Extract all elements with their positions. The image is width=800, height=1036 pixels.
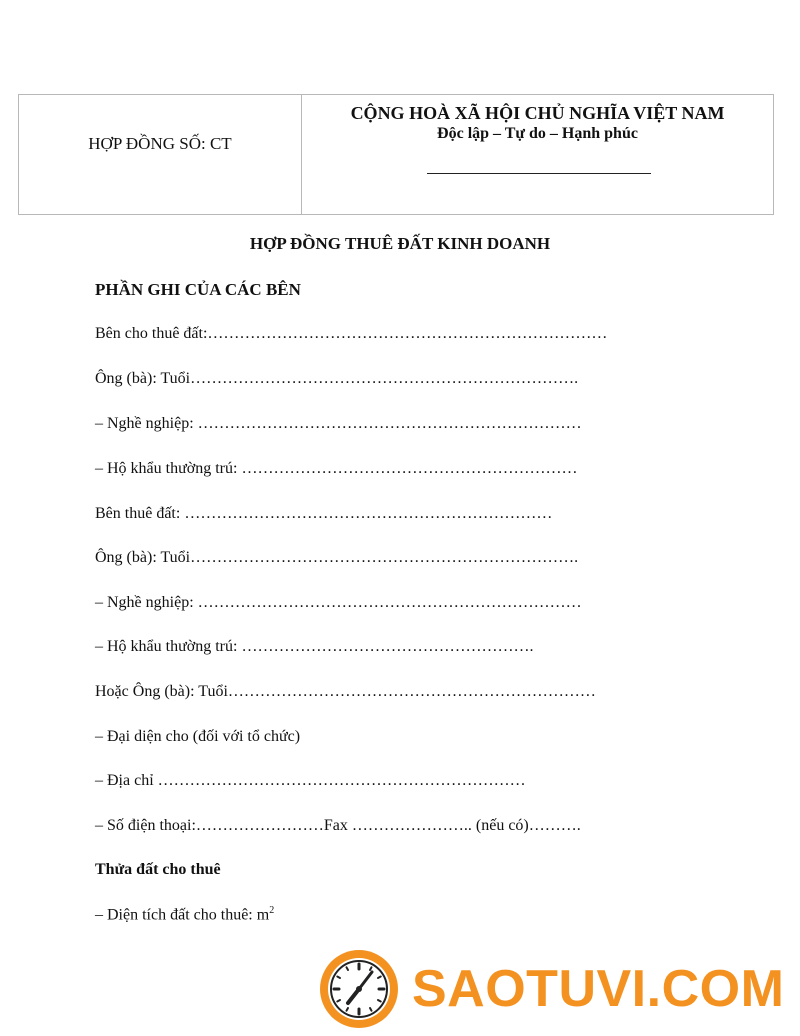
national-motto: Độc lập – Tự do – Hạnh phúc [437, 125, 638, 142]
form-line-organization: – Đại diện cho (đối với tổ chức) [95, 728, 301, 745]
clock-icon [318, 948, 400, 1030]
form-line-land-area [95, 905, 274, 924]
document-title: HỢP ĐỒNG THUÊ ĐẤT KINH DOANH [249, 234, 551, 253]
form-line-alt-name-age: Hoặc Ông (bà): Tuổi…………………………………………………………… [95, 683, 596, 700]
contract-number-cell [19, 95, 302, 214]
motto-underline [427, 173, 651, 174]
form-line-lessor-residence: – Hộ khẩu thường trú: ……………………………………………………… [95, 460, 578, 477]
land-area-label: – Diện tích đất cho thuê: m [95, 906, 270, 924]
form-line-lessor-name-age: Ông (bà): Tuổi………………………………………………………………. [95, 370, 579, 387]
form-line-lessee-name-age: Ông (bà): Tuổi………………………………………………………………. [95, 549, 579, 566]
contract-number: HỢP ĐỒNG SỐ: CT [88, 133, 232, 153]
form-line-lessee: Bên thuê đất: …………………………………………………………… [95, 505, 553, 522]
form-line-lessee-residence: – Hộ khẩu thường trú: ………………………………………………. [95, 638, 534, 655]
form-line-lessor-occupation: – Nghề nghiệp: ……………………………………………………………… [95, 415, 582, 432]
header-table [18, 94, 774, 215]
section-heading-parties: PHẦN GHI CỦA CÁC BÊN [95, 280, 301, 299]
section-heading-land-plot: Thửa đất cho thuê [95, 861, 221, 878]
land-area-unit-superscript: 2 [269, 905, 275, 916]
form-line-address: – Địa chỉ …………………………………………………………… [95, 772, 526, 789]
form-line-lessee-occupation: – Nghề nghiệp: ……………………………………………………………… [95, 594, 582, 611]
form-line-phone-fax: – Số điện thoại:……………………Fax ………………….. (nếu có)………. [95, 817, 581, 834]
nation-title: CỘNG HOÀ XÃ HỘI CHỦ NGHĨA VIỆT NAM [350, 103, 725, 123]
form-line-lessor: Bên cho thuê đất:………………………………………………………………… [95, 325, 608, 342]
watermark-text: SAOTUVI.COM [412, 960, 785, 1018]
watermark [318, 948, 784, 1030]
national-header-cell [302, 95, 773, 214]
